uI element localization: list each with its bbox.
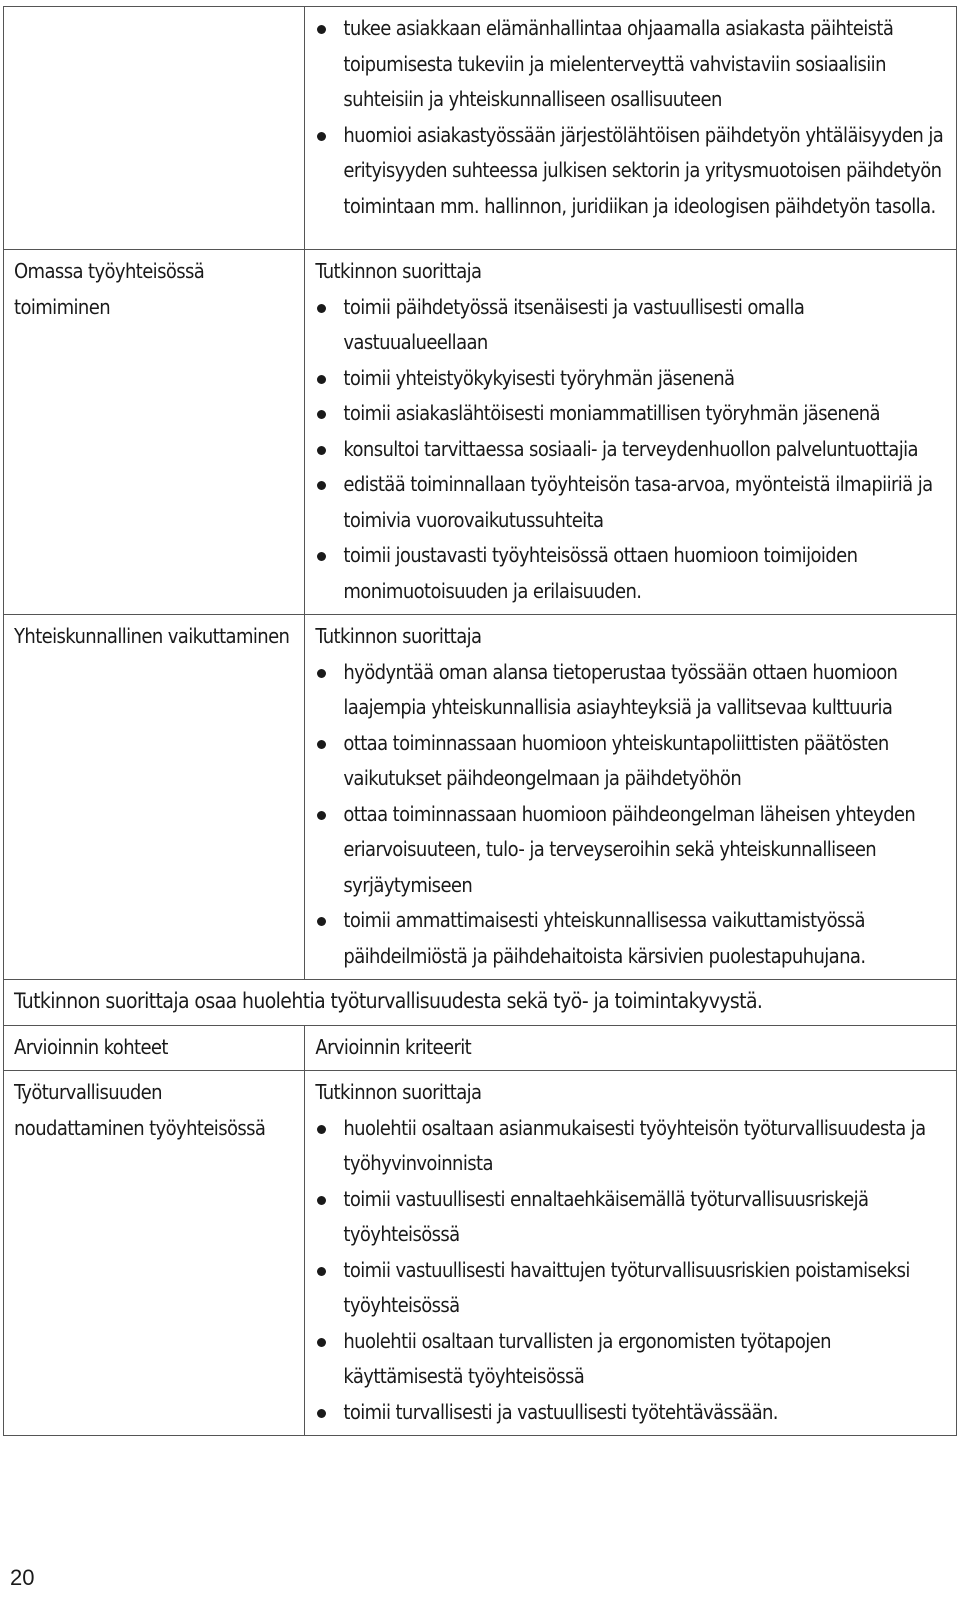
section-title: Tutkinnon suorittaja osaa huolehtia työturvallisuudesta sekä työ- ja toimintakyvystä.	[4, 980, 957, 1026]
criteria-lead: Tutkinnon suorittaja	[315, 259, 482, 283]
list-item: toimii vastuullisesti ennaltaehkäisemällä työturvallisuusriskejä työyhteisössä	[315, 1182, 948, 1253]
list-item: toimii ammattimaisesti yhteiskunnallisessa vaikuttamistyössä päihdeilmiöstä ja päihdehaitoista kärsivien puolestapuhujana.	[315, 903, 948, 974]
assessment-target-cell: Omassa työyhteisössä toimiminen	[4, 250, 305, 615]
list-item: toimii päihdetyössä itsenäisesti ja vastuullisesti omalla vastuualueellaan	[315, 290, 948, 361]
assessment-criteria-cell	[305, 615, 957, 980]
criteria-lead: Tutkinnon suorittaja	[315, 1080, 482, 1104]
assessment-criteria-cell	[305, 7, 957, 250]
list-item: konsultoi tarvittaessa sosiaali- ja terveydenhuollon palveluntuottajia	[315, 432, 948, 468]
column-header-criteria: Arvioinnin kriteerit	[305, 1025, 957, 1071]
list-item: tukee asiakkaan elämänhallintaa ohjaamalla asiakasta päihteistä toipumisesta tukeviin ja mielenterveyttä vahvistaviin sosiaalisiin suhteisiin ja yhteiskunnalliseen osallisuuteen	[315, 11, 948, 118]
list-item: toimii vastuullisesti havaittujen työturvallisuusriskien poistamiseksi työyhteisössä	[315, 1253, 948, 1324]
list-item: hyödyntää oman alansa tietoperustaa työssään ottaen huomioon laajempia yhteiskunnallisia asiayhteyksiä ja vallitsevaa kulttuuria	[315, 655, 948, 726]
list-item: edistää toiminnallaan työyhteisön tasa-arvoa, myönteistä ilmapiiriä ja toimivia vuorovaikutussuhteita	[315, 467, 948, 538]
list-item: huolehtii osaltaan turvallisten ja ergonomisten työtapojen käyttämisestä työyhteisössä	[315, 1324, 948, 1395]
list-item: toimii asiakaslähtöisesti moniammatillisen työryhmän jäsenenä	[315, 396, 948, 432]
criteria-list	[315, 1111, 948, 1431]
list-item: toimii turvallisesti ja vastuullisesti työtehtävässään.	[315, 1395, 948, 1431]
criteria-list	[315, 290, 948, 610]
column-header-targets: Arvioinnin kohteet	[4, 1025, 305, 1071]
section-title-row	[4, 980, 957, 1026]
assessment-target-cell: Yhteiskunnallinen vaikuttaminen	[4, 615, 305, 980]
criteria-row	[4, 7, 957, 250]
list-item: ottaa toiminnassaan huomioon yhteiskuntapoliittisten päätösten vaikutukset päihdeongelmaan ja päihdetyöhön	[315, 726, 948, 797]
assessment-criteria-cell	[305, 1071, 957, 1436]
assessment-target-cell: Työturvallisuuden noudattaminen työyhteisössä	[4, 1071, 305, 1436]
criteria-row	[4, 1071, 957, 1436]
assessment-criteria-cell	[305, 250, 957, 615]
list-item: huolehtii osaltaan asianmukaisesti työyhteisön työturvallisuudesta ja työhyvinvoinnista	[315, 1111, 948, 1182]
criteria-row	[4, 250, 957, 615]
assessment-target-cell	[4, 7, 305, 250]
criteria-list	[315, 655, 948, 975]
column-header-row	[4, 1025, 957, 1071]
list-item: ottaa toiminnassaan huomioon päihdeongelman läheisen yhteyden eriarvoisuuteen, tulo- ja terveyseroihin sekä yhteiskunnalliseen syrjäytymiseen	[315, 797, 948, 904]
criteria-lead: Tutkinnon suorittaja	[315, 624, 482, 648]
criteria-row	[4, 615, 957, 980]
list-item: huomioi asiakastyössään järjestölähtöisen päihdetyön yhtäläisyyden ja erityisyyden suhteessa julkisen sektorin ja yritysmuotoisen päihdetyön toimintaan mm. hallinnon, juridiikan ja ideologisen päihdetyön tasolla.	[315, 118, 948, 225]
page-number: 20	[10, 1565, 35, 1590]
list-item: toimii joustavasti työyhteisössä ottaen huomioon toimijoiden monimuotoisuuden ja erilaisuuden.	[315, 538, 948, 609]
criteria-list	[315, 11, 948, 224]
criteria-table	[3, 6, 957, 1436]
list-item: toimii yhteistyökykyisesti työryhmän jäsenenä	[315, 361, 948, 397]
